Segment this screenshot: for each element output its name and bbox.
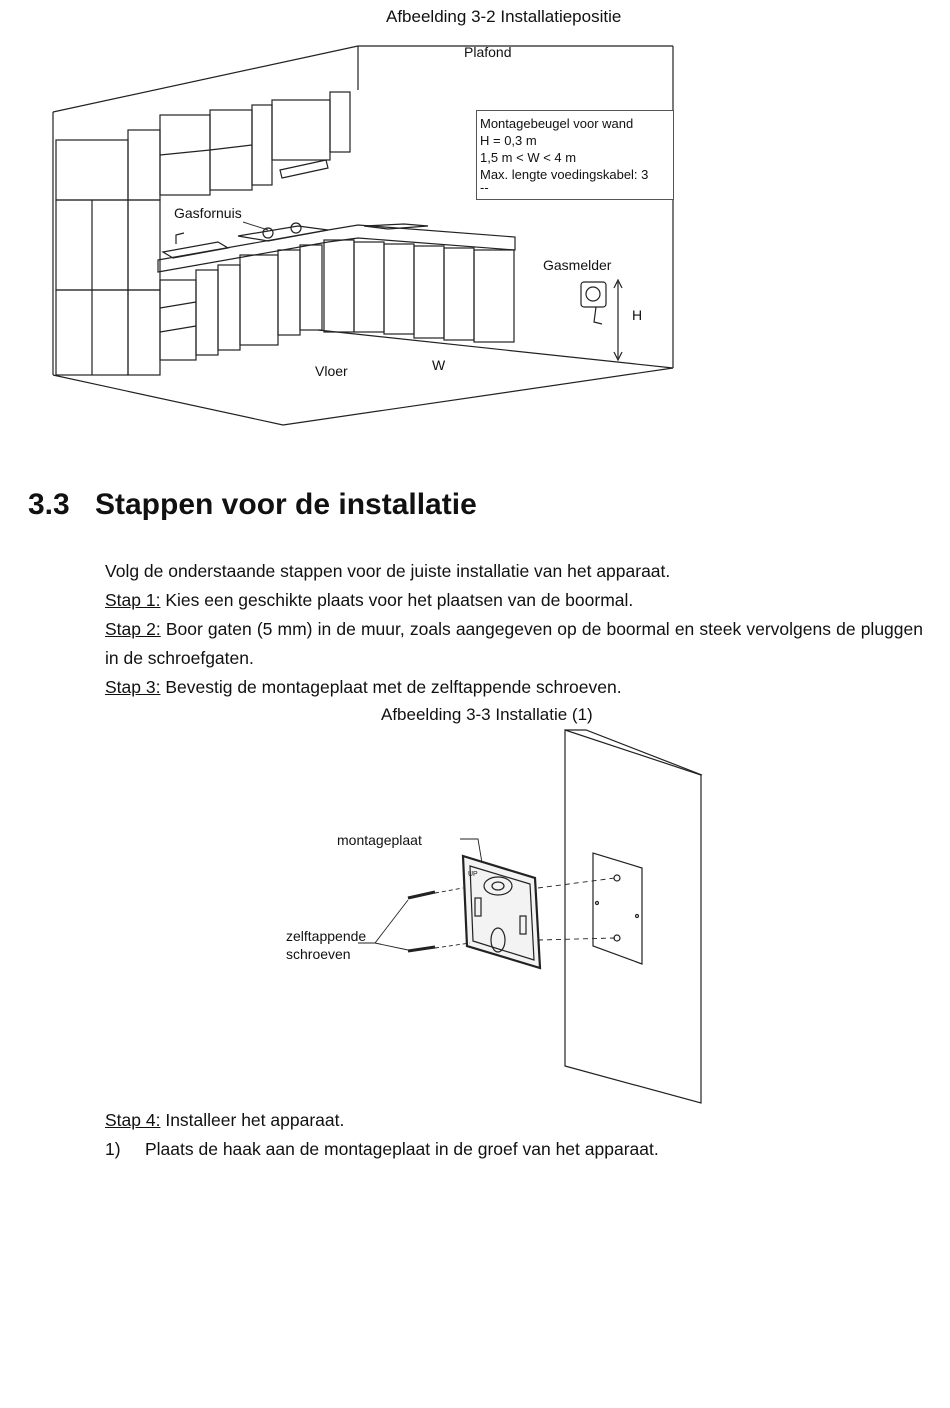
figure-caption-3-2: Afbeelding 3-2 Installatiepositie [386, 7, 622, 26]
section-title: Stappen voor de installatie [95, 488, 477, 521]
info-line-3: 1,5 m < W < 4 m [480, 150, 577, 165]
step-2-label: Stap 2: [105, 619, 161, 639]
label-gas-stove: Gasfornuis [174, 205, 242, 221]
substep-1 [105, 1135, 923, 1164]
label-floor: Vloer [315, 363, 348, 379]
kitchen-installation-diagram [28, 30, 698, 435]
intro-paragraph: Volg de onderstaande stappen voor de juiste installatie van het apparaat. [105, 561, 671, 581]
step-3 [105, 673, 923, 702]
label-mounting-plate: montageplaat [337, 832, 422, 848]
substep-number: 1) [105, 1139, 121, 1159]
mounting-info-box [476, 110, 674, 200]
substep-text: Plaats de haak aan de montageplaat in de groef van het apparaat. [145, 1139, 659, 1159]
label-screws-line-1: zelftappende [286, 928, 367, 944]
info-line-5: -- [480, 180, 489, 195]
step-2 [105, 615, 923, 673]
step-3-label: Stap 3: [105, 677, 161, 697]
step-2-text: Boor gaten (5 mm) in de muur, zoals aangegeven op de boormal en steek vervolgens de pluggen in de schroefgaten. [105, 619, 923, 668]
step-1-label: Stap 1: [105, 590, 161, 610]
step-3-text: Bevestig de montageplaat met de zelftappende schroeven. [160, 677, 622, 697]
mounting-plate-diagram [270, 728, 710, 1108]
section-heading [28, 488, 477, 522]
label-gas-detector: Gasmelder [543, 257, 612, 273]
section-number: 3.3 [28, 488, 70, 521]
label-ceiling: Plafond [464, 44, 512, 60]
info-line-2: H = 0,3 m [480, 133, 537, 148]
step-4-label: Stap 4: [105, 1110, 161, 1130]
up-marking: UP [468, 871, 478, 878]
info-line-4: Max. lengte voedingskabel: 3 [480, 167, 649, 182]
label-screws-line-2: schroeven [286, 946, 351, 962]
figure-caption-3-3: Afbeelding 3-3 Installatie (1) [381, 705, 593, 724]
label-height: H [632, 307, 643, 323]
step-4-text: Installeer het apparaat. [160, 1110, 345, 1130]
label-width: W [432, 357, 446, 373]
step-4 [105, 1106, 923, 1135]
info-line-1: Montagebeugel voor wand [480, 116, 634, 131]
step-1-text: Kies een geschikte plaats voor het plaatsen van de boormal. [160, 590, 634, 610]
step-1 [105, 586, 923, 615]
